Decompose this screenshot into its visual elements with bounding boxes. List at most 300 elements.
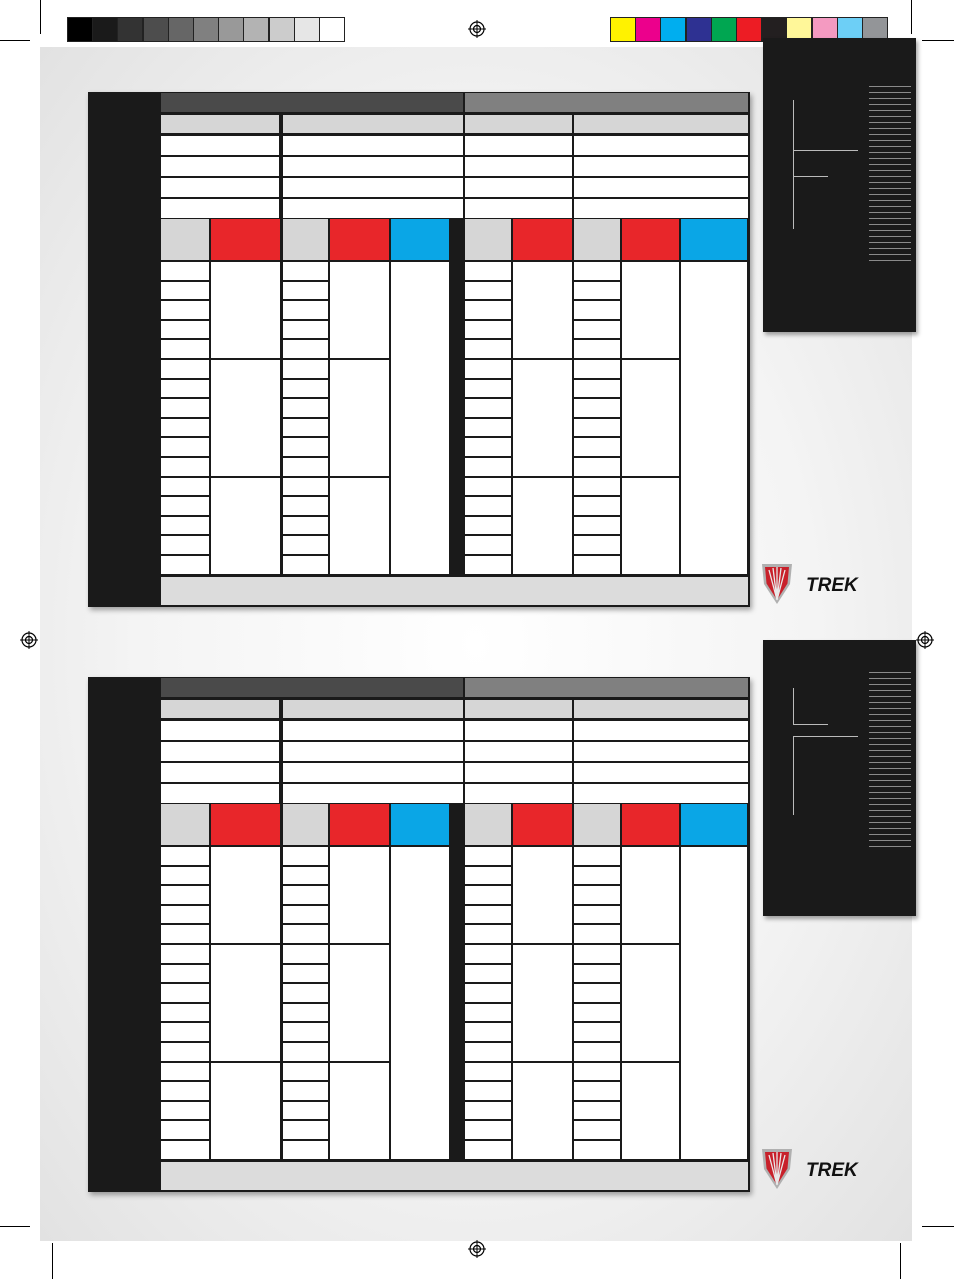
subheader-cell (465, 115, 572, 133)
size-row-cell (574, 945, 620, 963)
index-stripe (869, 798, 911, 799)
size-row-cell (161, 556, 209, 574)
merged-range-cell (513, 945, 572, 1061)
crop-mark (922, 1226, 954, 1227)
merged-range-cell (622, 1063, 679, 1159)
size-row-cell (161, 1043, 209, 1061)
size-row-cell (161, 536, 209, 554)
column-header-red (622, 219, 679, 260)
column-header-blue (391, 804, 449, 845)
index-stripe (869, 92, 911, 93)
column-header-gray (574, 219, 620, 260)
column-header-red (330, 219, 389, 260)
info-cell (283, 763, 463, 782)
info-cell (465, 742, 572, 761)
merged-range-cell (330, 262, 389, 358)
index-stripe (869, 206, 911, 207)
size-row-cell (574, 438, 620, 456)
size-row-cell (574, 380, 620, 398)
crop-mark (911, 0, 912, 34)
trek-wordmark: TREK (806, 575, 858, 596)
index-stripe (869, 128, 911, 129)
info-cell (574, 199, 748, 218)
column-header-red (211, 219, 280, 260)
table-footer-note (161, 577, 748, 605)
size-row-cell (465, 847, 511, 865)
info-cell (574, 136, 748, 155)
info-cell (465, 763, 572, 782)
info-cell (574, 784, 748, 803)
size-row-cell (574, 965, 620, 983)
size-row-cell (465, 1023, 511, 1041)
column-header-blue (681, 219, 747, 260)
index-stripe (869, 194, 911, 195)
index-stripe (869, 786, 911, 787)
merged-range-cell (211, 262, 280, 358)
column-header-blue (681, 804, 747, 845)
size-row-cell (283, 984, 328, 1002)
size-row-cell (161, 1141, 209, 1159)
index-stripe (869, 828, 911, 829)
size-chart-table (88, 677, 750, 1192)
index-stripe (869, 170, 911, 171)
size-row-cell (574, 1121, 620, 1139)
size-row-cell (283, 380, 328, 398)
merged-range-cell (513, 847, 572, 943)
process-swatch (736, 17, 762, 42)
merged-range-cell (622, 478, 679, 574)
index-stripe (869, 732, 911, 733)
gray-swatch (168, 17, 194, 42)
index-stripe (869, 236, 911, 237)
size-row-cell (283, 1141, 328, 1159)
index-stripe (869, 122, 911, 123)
index-stripe (869, 152, 911, 153)
gray-swatch (143, 17, 169, 42)
size-row-cell (574, 1102, 620, 1120)
index-stripe (869, 762, 911, 763)
size-row-cell (465, 458, 511, 476)
size-row-cell (465, 1102, 511, 1120)
size-row-cell (574, 906, 620, 924)
crop-mark (0, 40, 30, 41)
column-header-gray (283, 804, 328, 845)
size-row-cell (283, 282, 328, 300)
index-stripe (869, 750, 911, 751)
index-stripe (869, 188, 911, 189)
index-stripe (869, 720, 911, 721)
index-stripe (869, 846, 911, 847)
group-header-left (161, 93, 463, 112)
merged-range-cell (211, 847, 280, 943)
size-row-cell (161, 321, 209, 339)
info-cell (161, 763, 279, 782)
info-cell (465, 199, 572, 218)
index-stripe (869, 98, 911, 99)
size-row-cell (574, 517, 620, 535)
size-row-cell (465, 478, 511, 496)
info-cell (465, 157, 572, 176)
merged-range-cell (211, 478, 280, 574)
size-row-cell (465, 925, 511, 943)
size-row-cell (161, 340, 209, 358)
trek-logo (758, 558, 888, 608)
trek-wordmark: TREK (806, 1160, 858, 1181)
merged-range-cell (513, 262, 572, 358)
size-row-cell (161, 360, 209, 378)
index-stripe (869, 182, 911, 183)
size-row-cell (161, 282, 209, 300)
registration-mark-icon (468, 1240, 486, 1258)
index-stripe (869, 738, 911, 739)
size-row-cell (574, 262, 620, 280)
size-row-cell (161, 419, 209, 437)
index-stripe (869, 780, 911, 781)
size-row-cell (283, 321, 328, 339)
column-header-blue (391, 219, 449, 260)
info-cell (574, 157, 748, 176)
index-stripe (869, 768, 911, 769)
size-row-cell (161, 517, 209, 535)
index-stripe (869, 164, 911, 165)
size-row-cell (465, 945, 511, 963)
size-row-cell (465, 1063, 511, 1081)
subheader-cell (283, 115, 463, 133)
size-row-cell (465, 965, 511, 983)
size-row-cell (283, 556, 328, 574)
column-header-gray (161, 804, 209, 845)
size-row-cell (465, 536, 511, 554)
size-row-cell (574, 399, 620, 417)
size-row-cell (465, 419, 511, 437)
index-stripe (869, 804, 911, 805)
info-cell (465, 784, 572, 803)
index-stripe (869, 104, 911, 105)
bracket-line (793, 150, 858, 229)
size-row-cell (161, 925, 209, 943)
subheader-cell (574, 115, 748, 133)
merged-range-cell (211, 1063, 280, 1159)
merged-range-cell (330, 945, 389, 1061)
size-row-cell (574, 497, 620, 515)
size-row-cell (465, 1004, 511, 1022)
size-row-cell (161, 262, 209, 280)
size-row-cell (161, 906, 209, 924)
size-row-cell (283, 847, 328, 865)
size-row-cell (161, 886, 209, 904)
info-cell (574, 742, 748, 761)
gray-swatch (67, 17, 93, 42)
size-row-cell (574, 886, 620, 904)
size-row-cell (574, 847, 620, 865)
index-stripe (869, 242, 911, 243)
size-row-cell (465, 399, 511, 417)
size-row-cell (465, 1141, 511, 1159)
registration-mark-icon (468, 20, 486, 38)
size-row-cell (161, 1063, 209, 1081)
trek-logo (758, 1143, 888, 1193)
size-row-cell (283, 925, 328, 943)
index-stripe (869, 146, 911, 147)
size-row-cell (161, 478, 209, 496)
size-row-cell (465, 867, 511, 885)
index-stripe (869, 200, 911, 201)
index-stripe (869, 254, 911, 255)
size-row-cell (574, 867, 620, 885)
gray-swatch (294, 17, 320, 42)
size-row-cell (283, 536, 328, 554)
column-header-red (211, 804, 280, 845)
size-row-cell (161, 380, 209, 398)
size-row-cell (574, 458, 620, 476)
info-cell (161, 784, 279, 803)
gray-swatch (193, 17, 219, 42)
merged-range-cell (513, 360, 572, 476)
size-row-cell (574, 1004, 620, 1022)
full-range-cell (681, 262, 747, 574)
size-row-cell (161, 1023, 209, 1041)
bracket-line (793, 736, 858, 815)
info-cell (161, 157, 279, 176)
side-index-panel (763, 38, 916, 332)
merged-range-cell (330, 360, 389, 476)
size-row-cell (283, 301, 328, 319)
size-row-cell (574, 536, 620, 554)
index-stripe (869, 708, 911, 709)
process-swatch (635, 17, 661, 42)
full-range-cell (391, 847, 449, 1159)
index-stripe (869, 702, 911, 703)
size-row-cell (161, 1121, 209, 1139)
info-cell (283, 157, 463, 176)
info-cell (283, 136, 463, 155)
full-range-cell (391, 262, 449, 574)
size-row-cell (574, 1023, 620, 1041)
index-stripe (869, 744, 911, 745)
size-row-cell (574, 340, 620, 358)
size-row-cell (161, 301, 209, 319)
column-header-gray (574, 804, 620, 845)
size-row-cell (465, 556, 511, 574)
index-stripe (869, 684, 911, 685)
merged-range-cell (330, 1063, 389, 1159)
gray-swatch (269, 17, 295, 42)
info-cell (465, 721, 572, 740)
info-cell (283, 721, 463, 740)
full-range-cell (681, 847, 747, 1159)
size-row-cell (465, 380, 511, 398)
gray-swatch (117, 17, 143, 42)
size-row-cell (161, 497, 209, 515)
size-row-cell (574, 478, 620, 496)
size-row-cell (283, 340, 328, 358)
merged-range-cell (622, 945, 679, 1061)
subheader-cell (161, 700, 279, 718)
crop-mark (922, 40, 954, 41)
merged-range-cell (211, 945, 280, 1061)
index-stripe (869, 110, 911, 111)
index-stripe (869, 140, 911, 141)
column-header-red (513, 219, 572, 260)
subheader-cell (283, 700, 463, 718)
info-cell (161, 199, 279, 218)
info-cell (574, 178, 748, 197)
index-stripe (869, 690, 911, 691)
bracket-line (793, 688, 828, 725)
column-header-red (513, 804, 572, 845)
size-row-cell (465, 340, 511, 358)
size-row-cell (161, 847, 209, 865)
size-row-cell (283, 945, 328, 963)
merged-range-cell (622, 262, 679, 358)
size-row-cell (574, 925, 620, 943)
index-stripe (869, 816, 911, 817)
index-stripe (869, 212, 911, 213)
index-stripe (869, 248, 911, 249)
size-row-cell (465, 262, 511, 280)
merged-range-cell (513, 478, 572, 574)
index-stripe (869, 134, 911, 135)
info-cell (161, 742, 279, 761)
size-row-cell (283, 867, 328, 885)
crop-mark (40, 0, 41, 34)
index-stripe (869, 696, 911, 697)
index-stripe (869, 678, 911, 679)
merged-range-cell (622, 847, 679, 943)
gray-swatch (92, 17, 118, 42)
info-cell (574, 763, 748, 782)
subheader-cell (574, 700, 748, 718)
size-row-cell (283, 419, 328, 437)
subheader-cell (161, 115, 279, 133)
info-cell (283, 784, 463, 803)
size-row-cell (574, 301, 620, 319)
size-row-cell (465, 360, 511, 378)
index-stripe (869, 218, 911, 219)
table-footer-note (161, 1162, 748, 1190)
size-row-cell (283, 458, 328, 476)
column-header-gray (465, 804, 511, 845)
index-stripe (869, 224, 911, 225)
size-row-cell (283, 399, 328, 417)
size-row-cell (283, 1121, 328, 1139)
size-row-cell (161, 965, 209, 983)
info-cell (574, 721, 748, 740)
size-row-cell (574, 1141, 620, 1159)
size-row-cell (283, 906, 328, 924)
merged-range-cell (622, 360, 679, 476)
size-row-cell (161, 984, 209, 1002)
group-header-left (161, 678, 463, 697)
index-stripe (869, 714, 911, 715)
size-row-cell (574, 1063, 620, 1081)
column-header-gray (161, 219, 209, 260)
crop-mark (0, 1226, 30, 1227)
size-row-cell (465, 1082, 511, 1100)
column-header-gray (465, 219, 511, 260)
process-swatch (660, 17, 686, 42)
index-stripe (869, 672, 911, 673)
size-row-cell (574, 984, 620, 1002)
size-row-cell (465, 321, 511, 339)
group-header-right (465, 678, 748, 697)
size-row-cell (283, 478, 328, 496)
size-row-cell (283, 1102, 328, 1120)
info-cell (283, 178, 463, 197)
size-row-cell (161, 399, 209, 417)
index-stripe (869, 260, 911, 261)
size-row-cell (161, 458, 209, 476)
registration-mark-icon (20, 631, 38, 649)
process-swatch (686, 17, 712, 42)
size-row-cell (574, 360, 620, 378)
index-stripe (869, 840, 911, 841)
size-row-cell (283, 1082, 328, 1100)
index-stripe (869, 822, 911, 823)
size-row-cell (465, 1043, 511, 1061)
column-header-red (622, 804, 679, 845)
size-row-cell (283, 517, 328, 535)
info-cell (465, 178, 572, 197)
info-cell (161, 721, 279, 740)
size-row-cell (283, 497, 328, 515)
size-row-cell (574, 419, 620, 437)
size-row-cell (283, 886, 328, 904)
size-row-cell (465, 1121, 511, 1139)
index-stripe (869, 230, 911, 231)
info-cell (465, 136, 572, 155)
info-cell (283, 199, 463, 218)
process-swatch (711, 17, 737, 42)
index-stripe (869, 726, 911, 727)
size-row-cell (283, 360, 328, 378)
merged-range-cell (330, 847, 389, 943)
size-row-cell (161, 438, 209, 456)
side-index-panel (763, 640, 916, 916)
index-stripe (869, 792, 911, 793)
merged-range-cell (330, 478, 389, 574)
index-stripe (869, 756, 911, 757)
group-header-right (465, 93, 748, 112)
index-stripe (869, 86, 911, 87)
size-row-cell (465, 984, 511, 1002)
size-row-cell (465, 438, 511, 456)
index-stripe (869, 176, 911, 177)
size-row-cell (465, 282, 511, 300)
info-cell (283, 742, 463, 761)
size-row-cell (283, 438, 328, 456)
crop-mark (900, 1243, 901, 1279)
size-row-cell (283, 1023, 328, 1041)
size-row-cell (465, 886, 511, 904)
size-row-cell (283, 1043, 328, 1061)
info-cell (161, 178, 279, 197)
gray-swatch (319, 17, 345, 42)
size-row-cell (465, 906, 511, 924)
crop-mark (52, 1243, 53, 1279)
merged-range-cell (211, 360, 280, 476)
size-row-cell (283, 1063, 328, 1081)
size-row-cell (161, 867, 209, 885)
size-row-cell (283, 965, 328, 983)
merged-range-cell (513, 1063, 572, 1159)
index-stripe (869, 158, 911, 159)
size-row-cell (574, 1043, 620, 1061)
index-stripe (869, 116, 911, 117)
size-row-cell (161, 1004, 209, 1022)
column-header-red (330, 804, 389, 845)
index-stripe (869, 774, 911, 775)
